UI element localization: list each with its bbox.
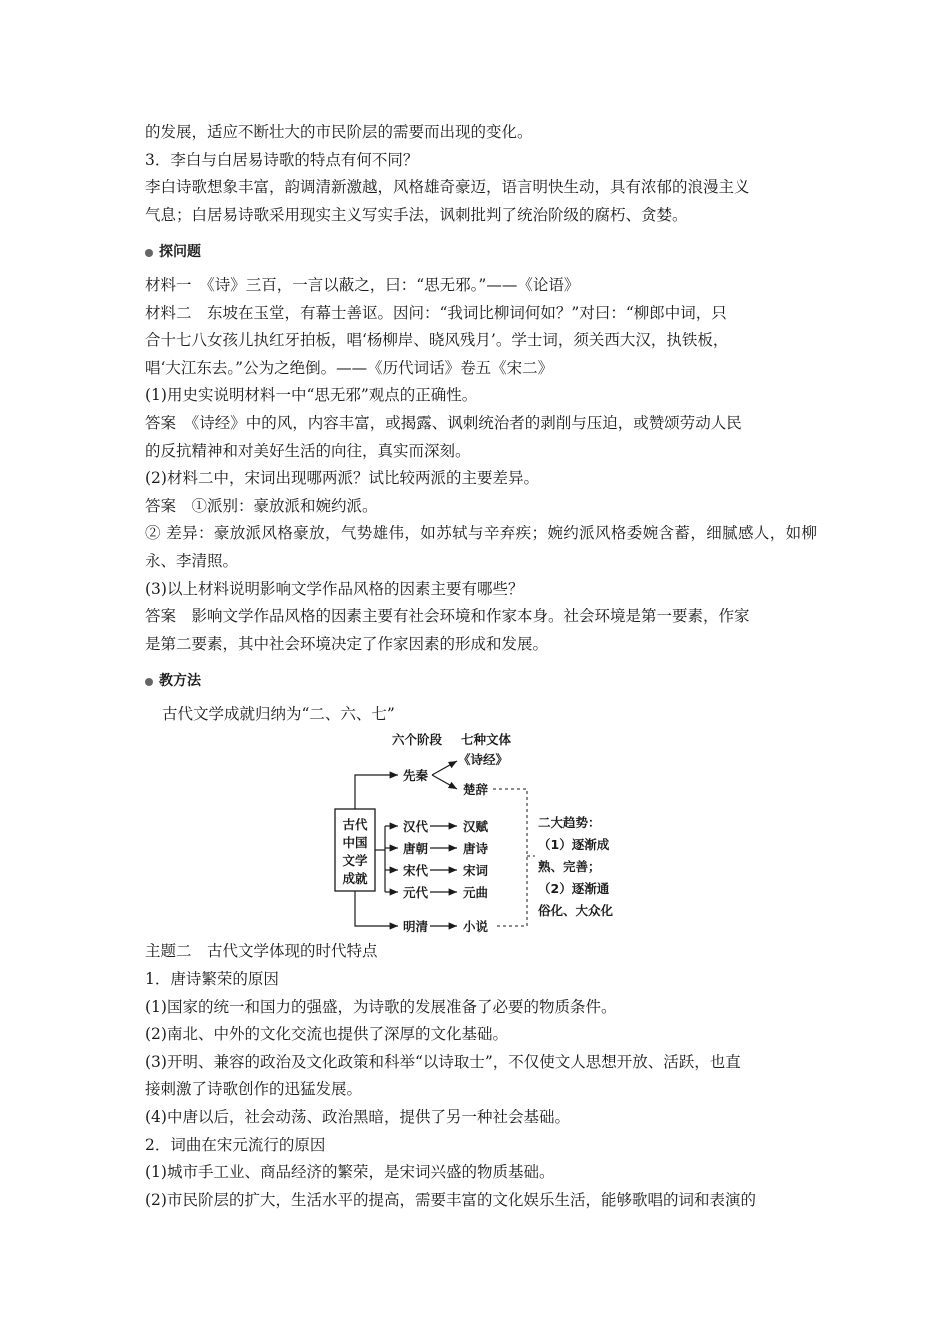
text-line: (2)市民阶层的扩大，生活水平的提高，需要丰富的文化娱乐生活，能够歌唱的词和表演的 [145,1190,756,1209]
text-line: 唱‘大江东去。”公为之绝倒。——《历代词话》卷五《宋二》 [145,358,554,377]
section-heading-explore [145,239,817,267]
text-line: 的反抗精神和对美好生活的向往，真实而深刻。 [145,441,471,460]
trend-line: 二大趋势： [538,815,601,831]
genre-label: 元曲 [463,885,489,901]
genre-label: 小说 [463,919,489,935]
answer-3: 答案 影响文学作品风格的因素主要有社会环境和作家本身。社会环境是第一要素，作家 [145,607,750,626]
document-page [145,119,817,1214]
genre-label: 《诗经》 [458,752,509,768]
question-heading: 3．李白与白居易诗歌的特点有何不同？ [145,150,419,169]
connector-xianqin [355,775,398,809]
stage-label: 汉代 [403,819,429,835]
trend-dashed-bracket [493,789,527,926]
section-title: 探问题 [159,244,201,261]
header-stages: 六个阶段 [392,732,443,748]
stage-label: 先秦 [403,768,429,784]
text-line: 是第二要素，其中社会环境决定了作家因素的形成和发展。 [145,634,549,653]
text-line: (2)南北、中外的文化交流也提供了深厚的文化基础。 [145,1025,508,1044]
diagram-intro: 古代文学成就归纳为“二、六、七” [162,704,395,723]
text-line: 的发展，适应不断壮大的市民阶层的需要而出现的变化。 [145,123,533,141]
text-line: 气息；白居易诗歌采用现实主义写实手法，讽刺批判了统治阶级的腐朽、贪婪。 [145,205,688,224]
literature-diagram [145,730,817,936]
genre-label: 宋词 [463,863,489,879]
text-line: 接刺激了诗歌创作的迅猛发展。 [145,1080,363,1099]
text-line: (4)中唐以后，社会动荡、政治黑暗，提供了另一种社会基础。 [145,1108,570,1127]
literature-diagram-svg [145,730,817,936]
stage-label: 宋代 [403,863,429,879]
question-2: (2)材料二中，宋词出现哪两派？试比较两派的主要差异。 [145,469,539,488]
answer-2-difference: ② 差异：豪放派风格豪放，气势雄伟，如苏轼与辛弃疾；婉约派风格委婉含蓄，细腻感人，如柳永、李清照。 [145,524,817,570]
text-line: (3)开明、兼容的政治及文化政策和科举“以诗取士”，不仅使文人思想开放、活跃，也直 [145,1052,741,1071]
topic-two-heading: 主题二 古代文学体现的时代特点 [145,942,378,961]
text-line: 合十七八女孩儿执红牙拍板，唱‘杨柳岸、晓风残月’。学士词，须关西大汉，执铁板， [145,331,729,350]
section-title: 教方法 [159,673,201,690]
text-line: (1)国家的统一和国力的强盛，为诗歌的发展准备了必要的物质条件。 [145,997,617,1016]
fork-arrow-shijing [432,761,457,775]
stage-label: 明清 [403,919,429,935]
root-line: 中国 [342,835,368,851]
question-3: (3)以上材料说明影响文学作品风格的因素主要有哪些？ [145,579,524,598]
text-line: (1)城市手工业、商品经济的繁荣，是宋词兴盛的物质基础。 [145,1163,555,1182]
fork-arrow-chuci [432,775,457,789]
genre-label: 汉赋 [463,819,489,835]
stage-label: 唐朝 [403,841,429,857]
genre-label: 楚辞 [463,782,489,798]
subheading-1: 1．唐诗繁荣的原因 [145,970,279,989]
trend-line: 熟、完善； [538,859,601,875]
genre-label: 唐诗 [463,841,489,857]
material-one: 材料一 《诗》三百，一言以蔽之，曰：“思无邪。”——《论语》 [145,275,580,294]
trend-line: 俗化、大众化 [538,903,614,919]
root-line: 古代 [342,817,368,833]
bullet-dot-icon [145,678,153,686]
material-two: 材料二 东坡在玉堂，有幕士善讴。因问：“我词比柳词何如？”对曰：“柳郎中词，只 [145,303,727,322]
root-line: 成就 [342,871,368,887]
trend-line: （1）逐渐成 [538,837,610,853]
subheading-2: 2．词曲在宋元流行的原因 [145,1135,326,1154]
header-genres: 七种文体 [461,732,512,748]
trend-line: （2）逐渐通 [538,881,610,897]
connector-mingqing [355,891,398,926]
stage-label: 元代 [403,885,429,901]
section-heading-method [145,668,817,696]
bullet-dot-icon [145,249,153,257]
text-line: 李白诗歌想象丰富，韵调清新激越，风格雄奇豪迈，语言明快生动，具有浓郁的浪漫主义 [145,178,750,197]
answer-1: 答案 《诗经》中的风，内容丰富，或揭露、讽刺统治者的剥削与压迫，或赞颂劳动人民 [145,413,742,432]
answer-2: 答案 ①派别：豪放派和婉约派。 [145,496,378,515]
question-1: (1)用史实说明材料一中“思无邪”观点的正确性。 [145,386,478,405]
root-line: 文学 [342,853,368,869]
